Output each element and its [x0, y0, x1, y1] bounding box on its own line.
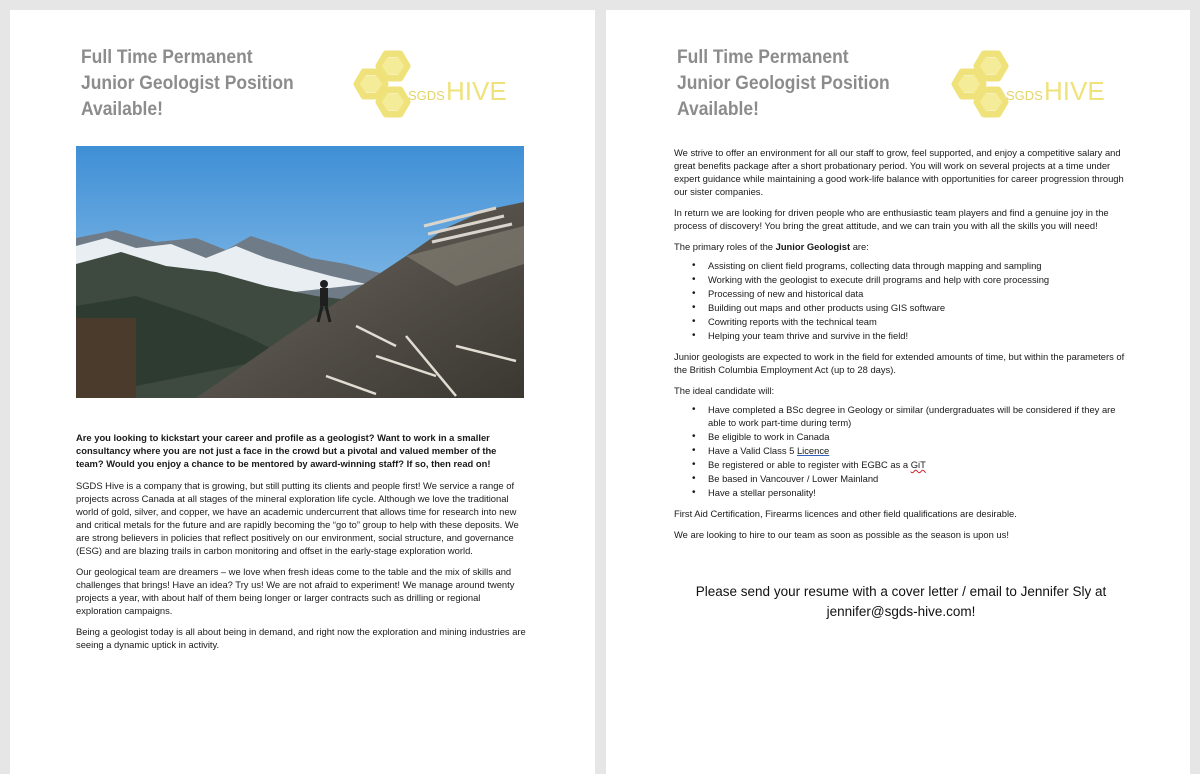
right-body-text — [674, 146, 1126, 549]
company-paragraph: SGDS Hive is a company that is growing, but still putting its clients and people first! We service a range of projects across Canada at all stages of the mineral exploration life cycle. Although we love the traditional world of gold, silver, and copper, we have an academic undercurrent that allows time for research into new and critical metals for the future and are rapidly becoming the “go to” group to help with these deposits. We are strong believers in policies that reflect positively on our environment, social structure, and governance (ESG) and are blazing trails in carbon monitoring and offset in the early-stage exploration world. — [76, 480, 519, 556]
roles-heading: The primary roles of the Junior Geologist are: — [674, 241, 869, 252]
list-item: • Be registered or able to register with EGBC as a GiT — [674, 458, 1126, 471]
list-item: • Assisting on client field programs, collecting data through mapping and sampling — [674, 259, 1126, 272]
call-to-action: Please send your resume with a cover letter / email to Jennifer Sly at jennifer@sgds-hive.com! — [666, 582, 1136, 622]
list-item: • Building out maps and other products using GIS software — [674, 301, 1126, 314]
svg-text:SGDS: SGDS — [1006, 88, 1043, 103]
list-item: • Processing of new and historical data — [674, 287, 1126, 300]
page-title: Full Time Permanent Junior Geologist Position Available! — [81, 47, 294, 120]
document-page-left — [10, 10, 595, 774]
intro-paragraph: Are you looking to kickstart your career and profile as a geologist? Want to work in a smaller consultancy where you are not just a face in the crowd but a pivotal and valued member of the team? Would you enjoy a chance to be mentored by award-winning staff? If so, then read on! — [76, 432, 497, 469]
ideal-candidate-heading: The ideal candidate will: — [674, 385, 775, 396]
list-item: • Be based in Vancouver / Lower Mainland — [674, 472, 1126, 485]
list-item: • Helping your team thrive and survive in the field! — [674, 329, 1126, 342]
svg-text:HIVE: HIVE — [1044, 76, 1105, 106]
contact-email: jennifer@sgds-hive.com! — [826, 604, 976, 619]
mountain-photo — [76, 146, 524, 398]
environment-paragraph: We strive to offer an environment for all our staff to grow, feel supported, and enjoy a competitive salary and great benefits package after a short probationary period. You will work on several projects at a time under expert guidance while maintaining a good work-life balance with opportunities for career progression through our sister companies. — [674, 147, 1124, 197]
team-paragraph: Our geological team are dreamers – we love when fresh ideas come to the table and the mix of skills and challenges that brings! Have an idea? Try us! We are not afraid to experiment! We manage around twenty projects a year, with about half of them being longer or larger contracts such as drilling or regional exploration campaigns. — [76, 566, 515, 616]
list-item: • Have a stellar personality! — [674, 486, 1126, 499]
left-body-text — [76, 431, 526, 659]
document-page-right — [606, 10, 1190, 774]
list-item: • Be eligible to work in Canada — [674, 430, 1126, 443]
qualifications-paragraph: First Aid Certification, Firearms licences and other field qualifications are desirable. — [674, 508, 1017, 519]
list-item: • Have a Valid Class 5 Licence — [674, 444, 1126, 457]
return-paragraph: In return we are looking for driven people who are enthusiastic team players and find a genuine joy in the process of discovery! You bring the great attitude, and we can train you with all the skills you will need! — [674, 207, 1109, 231]
page-title: Full Time Permanent Junior Geologist Position Available! — [677, 47, 890, 120]
ideal-candidate-list — [674, 403, 1126, 499]
list-item: • Have completed a BSc degree in Geology or similar (undergraduates will be considered if they are able to work part-time during term) — [674, 403, 1126, 429]
list-item: • Working with the geologist to execute drill programs and help with core processing — [674, 273, 1126, 286]
hire-paragraph: We are looking to hire to our team as soon as possible as the season is upon us! — [674, 529, 1009, 540]
field-time-paragraph: Junior geologists are expected to work in the field for extended amounts of time, but within the parameters of the British Columbia Employment Act (up to 28 days). — [674, 351, 1125, 375]
svg-text:HIVE: HIVE — [446, 76, 507, 106]
sgds-hive-logo — [946, 50, 1116, 120]
roles-list — [674, 259, 1126, 342]
svg-text:SGDS: SGDS — [408, 88, 445, 103]
sgds-hive-logo — [348, 50, 518, 120]
demand-paragraph: Being a geologist today is all about being in demand, and right now the exploration and mining industries are seeing a dynamic uptick in activity. — [76, 626, 526, 650]
list-item: • Cowriting reports with the technical team — [674, 315, 1126, 328]
